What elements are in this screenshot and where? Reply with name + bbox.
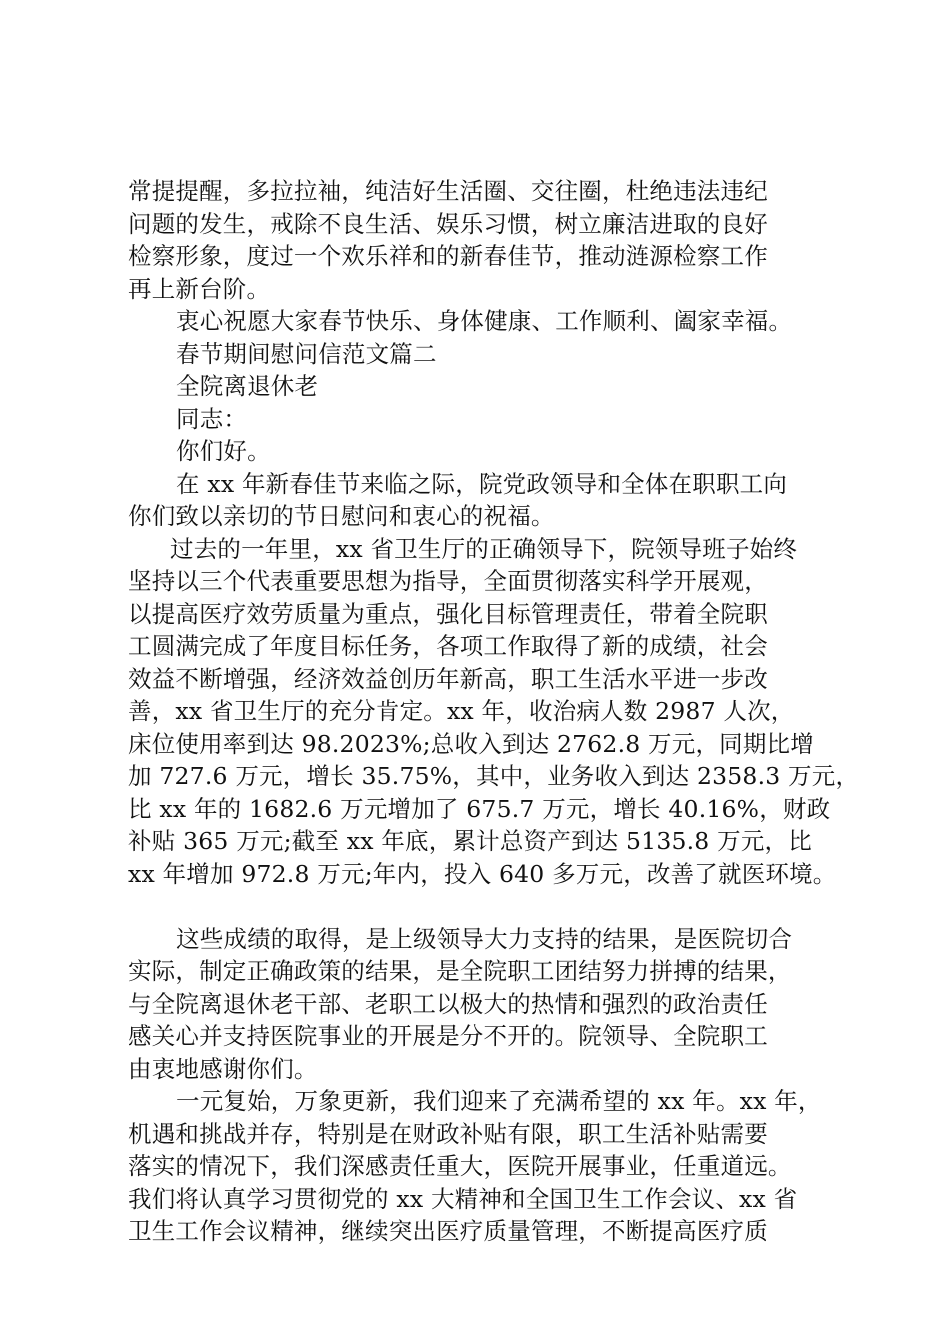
paragraph-acknowledgement <box>128 923 840 1086</box>
text-line: 实际，制定正确政策的结果，是全院职工团结努力拼搏的结果， <box>128 957 792 985</box>
salutation-line: 同志： <box>176 404 248 433</box>
text-line: 你们致以亲切的节日慰问和衷心的祝福。 <box>128 502 555 530</box>
text-line: 这些成绩的取得，是上级领导大力支持的结果，是医院切合 <box>176 924 793 953</box>
text-line: 我们将认真学习贯彻党的 xx 大精神和全国卫生工作会议、xx 省 <box>128 1184 798 1213</box>
paragraph-closing-advice <box>128 175 840 305</box>
letter-body <box>128 175 860 1248</box>
text-line: 常提提醒，多拉拉袖，纯洁好生活圈、交往圈，杜绝违法违纪 <box>128 177 768 205</box>
text-line: 感关心并支持医院事业的开展是分不开的。院领导、全院职工 <box>128 1022 768 1050</box>
text-line: 床位使用率到达 98.2023%;总收入到达 2762.8 万元，同期比增 <box>128 729 814 758</box>
text-line: 落实的情况下，我们深感责任重大，医院开展事业，任重道远。 <box>128 1152 792 1180</box>
section-title: 春节期间慰问信范文篇二 <box>176 339 437 368</box>
text-line: 补贴 365 万元;截至 xx 年底，累计总资产到达 5135.8 万元，比 <box>128 827 812 855</box>
text-line: 效益不断增强，经济效益创历年新高，职工生活水平进一步改 <box>128 664 768 693</box>
paragraph-new-year-plan <box>128 1085 840 1248</box>
text-line: xx 年增加 972.8 万元;年内，投入 640 多万元，改善了就医环境。 <box>128 859 837 888</box>
text-line: 再上新台阶。 <box>128 274 271 303</box>
salutation-line: 全院离退休老 <box>176 372 319 400</box>
text-line: 问题的发生，戒除不良生活、娱乐习惯，树立廉洁进取的良好 <box>128 209 768 238</box>
text-line: 机遇和挑战并存，特别是在财政补贴有限，职工生活补贴需要 <box>128 1119 768 1148</box>
greeting-line: 你们好。 <box>176 437 271 465</box>
wishes-line: 衷心祝愿大家春节快乐、身体健康、工作顺利、阖家幸福。 <box>176 307 793 335</box>
text-line: 卫生工作会议精神，继续突出医疗质量管理，不断提高医疗质 <box>128 1217 768 1245</box>
text-line: 在 xx 年新春佳节来临之际，院党政领导和全体在职职工向 <box>176 469 788 498</box>
text-line: 检察形象，度过一个欢乐祥和的新春佳节，推动涟源检察工作 <box>128 242 768 270</box>
paragraph-festival-greeting <box>128 468 840 533</box>
text-line: 坚持以三个代表重要思想为指导，全面贯彻落实科学开展观， <box>128 567 768 595</box>
text-line: 善，xx 省卫生厅的充分肯定。xx 年，收治病人数 2987 人次， <box>128 697 795 725</box>
text-line: 加 727.6 万元，增长 35.75%，其中，业务收入到达 2358.3 万元， <box>128 762 860 790</box>
text-line: 以提高医疗效劳质量为重点，强化目标管理责任，带着全院职 <box>128 599 768 628</box>
text-line: 由衷地感谢你们。 <box>128 1054 318 1083</box>
text-line: 工圆满完成了年度目标任务，各项工作取得了新的成绩，社会 <box>128 632 768 660</box>
text-line: 一元复始，万象更新，我们迎来了充满希望的 xx 年。xx 年， <box>176 1087 822 1115</box>
paragraph-annual-review <box>128 533 860 891</box>
paragraph-spacer <box>128 890 840 923</box>
text-line: 过去的一年里，xx 省卫生厅的正确领导下，院领导班子始终 <box>170 534 798 563</box>
text-line: 比 xx 年的 1682.6 万元增加了 675.7 万元，增长 40.16%，财政 <box>128 794 831 823</box>
text-line: 与全院离退休老干部、老职工以极大的热情和强烈的政治责任 <box>128 989 768 1018</box>
